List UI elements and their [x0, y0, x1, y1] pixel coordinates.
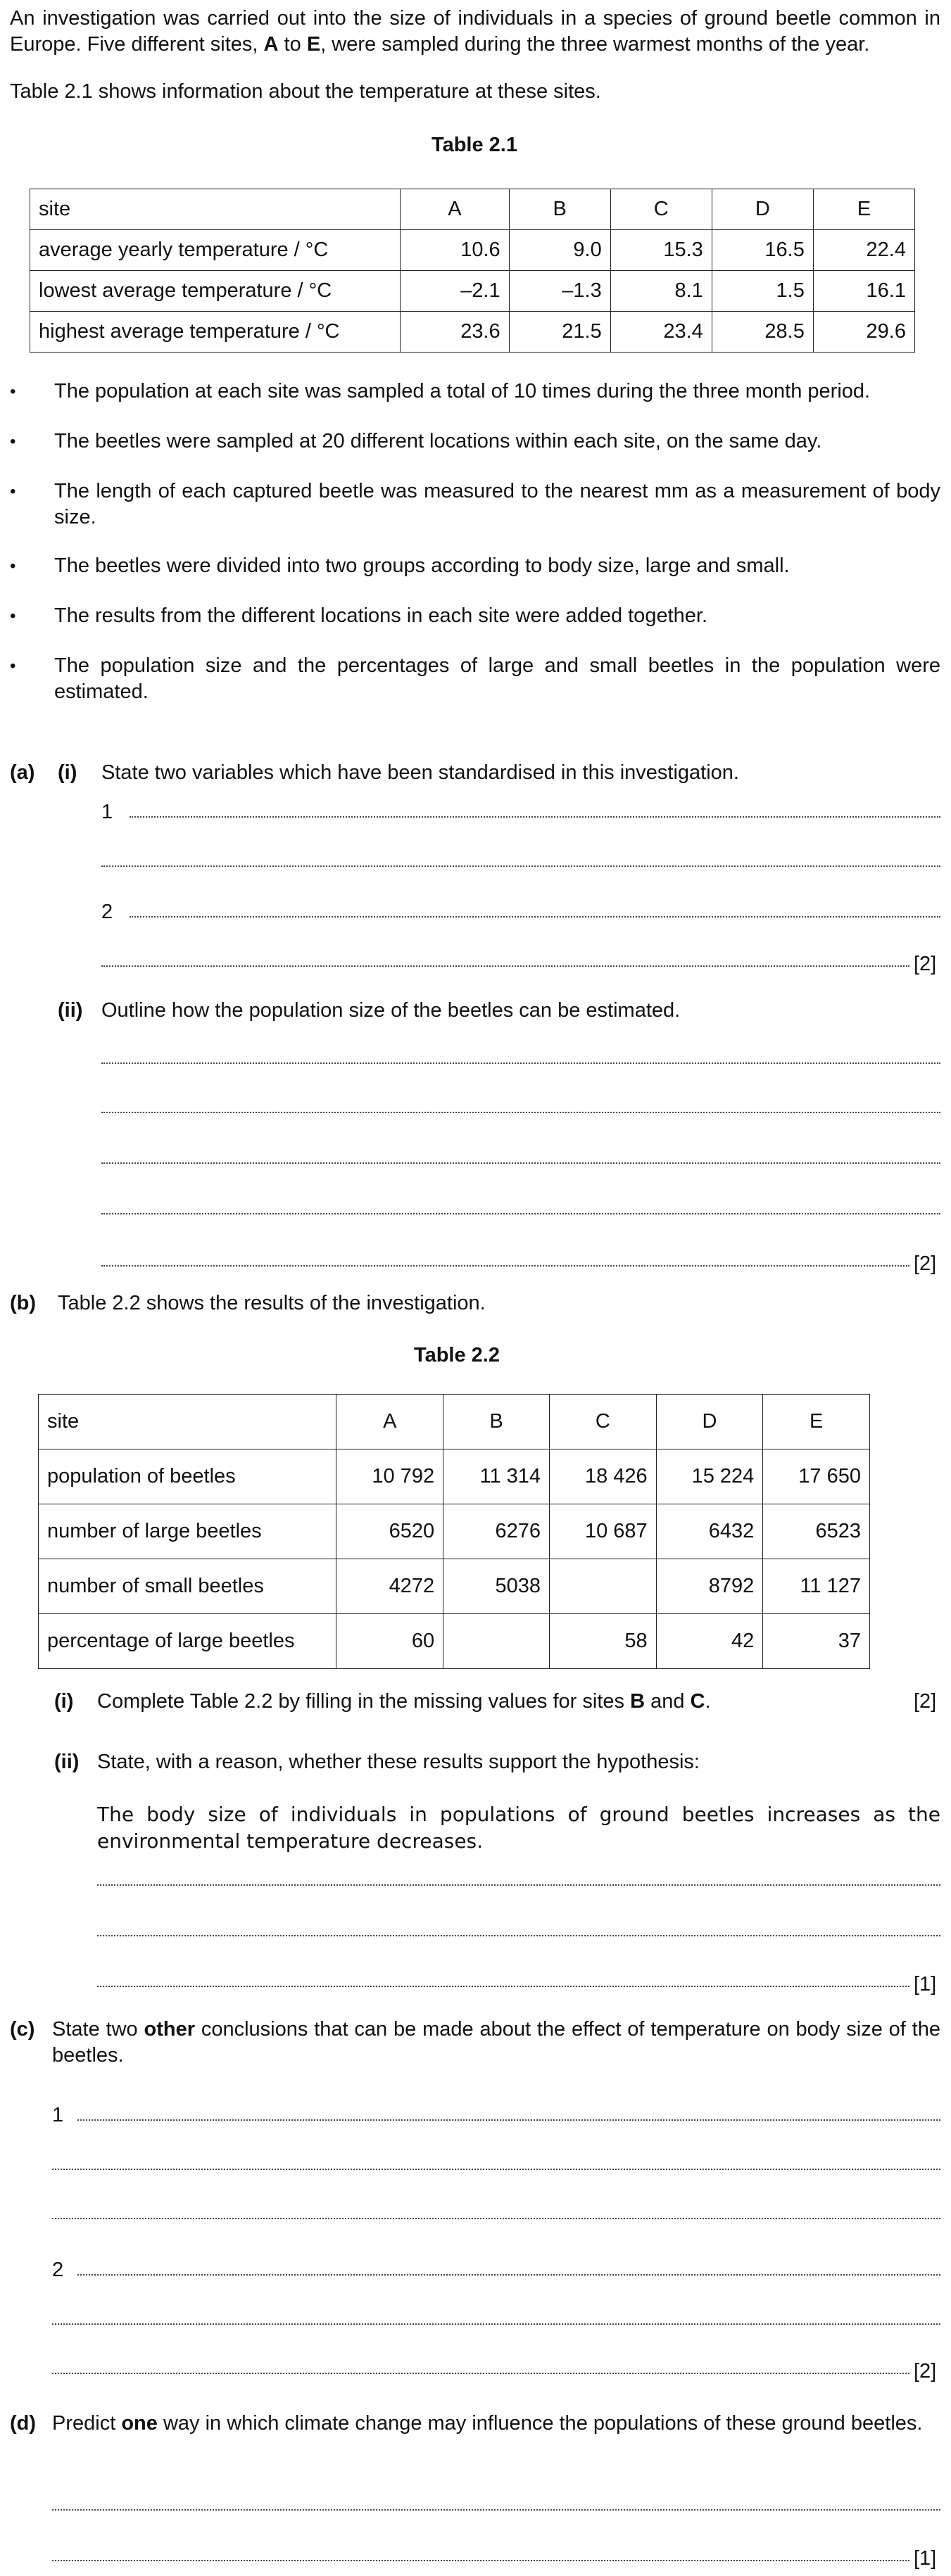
table-cell: –1.3 — [509, 271, 610, 312]
table-cell: 16.5 — [712, 230, 813, 271]
row-label: lowest average temperature / °C — [30, 271, 401, 312]
table-cell: 22.4 — [813, 230, 914, 271]
question-c-text: State two other conclusions that can be made about the effect of temperature on body size of the beetles. — [52, 2018, 940, 2067]
answer-line[interactable] — [101, 864, 940, 867]
answer-line[interactable] — [97, 1934, 940, 1936]
table-cell[interactable] — [550, 1559, 657, 1614]
answer-line[interactable] — [130, 815, 940, 818]
table-cell: 60 — [336, 1614, 443, 1669]
bullet-icon: • — [10, 656, 16, 675]
question-a-i-label: (i) — [58, 761, 77, 784]
table-cell: 4272 — [336, 1559, 443, 1614]
table-cell: 23.6 — [401, 312, 509, 353]
marks-b-ii: [1] — [914, 1973, 937, 1996]
table-cell: 10 687 — [550, 1504, 657, 1559]
table-cell[interactable] — [443, 1614, 550, 1669]
row-label: average yearly temperature / °C — [30, 230, 401, 271]
bullet-icon: • — [10, 607, 16, 626]
bullet-item — [10, 429, 940, 455]
answer-line[interactable] — [97, 1984, 909, 1987]
table-cell: 6523 — [763, 1504, 870, 1559]
question-c-label: (c) — [10, 2018, 35, 2041]
question-b-label: (b) — [10, 1292, 37, 1314]
table-cell: –2.1 — [401, 271, 509, 312]
answer-line[interactable] — [52, 2508, 940, 2511]
row-label: number of large beetles — [39, 1504, 336, 1559]
answer-line[interactable] — [77, 2118, 940, 2121]
answer-line[interactable] — [101, 1161, 940, 1164]
bullet-item — [10, 603, 940, 629]
table-header-site: site — [30, 189, 401, 230]
answer-line[interactable] — [52, 2322, 940, 2325]
table-2-1 — [30, 189, 915, 353]
table-cell: 16.1 — [813, 271, 914, 312]
row-label: highest average temperature / °C — [30, 312, 401, 353]
question-a-ii-text: Outline how the population size of the beetles can be estimated. — [101, 999, 681, 1022]
table-cell: 58 — [550, 1614, 657, 1669]
table-2-2-header-row — [39, 1395, 870, 1449]
answer-line[interactable] — [130, 915, 940, 918]
answer-line[interactable] — [101, 1110, 940, 1113]
table-cell: 42 — [656, 1614, 763, 1669]
table-header-cell: D — [656, 1395, 763, 1449]
marks-c: [2] — [914, 2360, 937, 2383]
table-header-cell: B — [509, 189, 610, 230]
question-b-i-text: Complete Table 2.2 by filling in the missing values for sites B and C. — [97, 1690, 711, 1713]
bullet-icon: • — [10, 482, 16, 501]
answer-line[interactable] — [101, 1264, 909, 1267]
table-2-2-row — [39, 1449, 870, 1504]
bullet-text: The beetles were sampled at 20 different locations within each site, on the same day. — [54, 430, 822, 452]
marks-a-i: [2] — [914, 953, 937, 975]
table-cell: 5038 — [443, 1559, 550, 1614]
table-cell: 11 314 — [443, 1449, 550, 1504]
table-header-cell: E — [813, 189, 914, 230]
table-2-1-header-row — [30, 189, 915, 230]
bullet-item — [10, 478, 940, 531]
table-cell: 10 792 — [336, 1449, 443, 1504]
row-label: number of small beetles — [39, 1559, 336, 1614]
table-cell: 6276 — [443, 1504, 550, 1559]
table-cell: 37 — [763, 1614, 870, 1669]
table-2-1-row — [30, 230, 915, 271]
table-2-2-row — [39, 1559, 870, 1614]
answer-number-2: 2 — [52, 2259, 64, 2281]
bullet-text: The results from the different locations in each site were added together. — [54, 604, 707, 627]
answer-number-2: 2 — [101, 901, 113, 923]
table-cell: 23.4 — [610, 312, 712, 353]
table-cell: 28.5 — [712, 312, 813, 353]
table-header-cell: A — [401, 189, 509, 230]
marks-a-ii: [2] — [914, 1252, 937, 1275]
table-header-cell: E — [763, 1395, 870, 1449]
answer-number-1: 1 — [101, 801, 113, 823]
table-cell: 15.3 — [610, 230, 712, 271]
answer-line[interactable] — [97, 1883, 940, 1886]
bullet-text: The length of each captured beetle was measured to the nearest mm as a measurement of body size. — [54, 480, 940, 528]
table-cell: 10.6 — [401, 230, 509, 271]
table-cell: 9.0 — [509, 230, 610, 271]
bullet-item — [10, 553, 940, 579]
bullet-text: The beetles were divided into two groups according to body size, large and small. — [54, 554, 790, 577]
question-b-ii-text: State, with a reason, whether these results support the hypothesis: — [97, 1751, 700, 1773]
bullet-item — [10, 653, 940, 705]
table-2-2-caption: Table 2.2 — [414, 1344, 500, 1366]
bullet-text: The population size and the percentages of large and small beetles in the population were estimated. — [54, 654, 940, 703]
table-2-2-row — [39, 1504, 870, 1559]
bullet-text: The population at each site was sampled a total of 10 times during the three month period. — [54, 380, 871, 402]
answer-number-1: 1 — [52, 2104, 64, 2126]
intro-paragraph: An investigation was carried out into the size of individuals in a species of ground beetle common in Europe. Five different sites, A to E, were sampled during the three warmest months of the year. — [10, 7, 940, 56]
table-2-1-caption: Table 2.1 — [432, 134, 517, 156]
table-2-1-row — [30, 271, 915, 312]
answer-line[interactable] — [77, 2273, 940, 2276]
question-d-label: (d) — [10, 2412, 37, 2435]
bullet-icon: • — [10, 557, 16, 576]
question-b-i-label: (i) — [54, 1690, 74, 1713]
bullet-icon: • — [10, 382, 16, 401]
answer-line[interactable] — [101, 1212, 940, 1214]
answer-line[interactable] — [52, 2558, 909, 2561]
table-2-2 — [38, 1394, 870, 1669]
answer-line[interactable] — [101, 964, 909, 967]
question-b-text: Table 2.2 shows the results of the investigation. — [58, 1292, 486, 1314]
table-cell: 18 426 — [550, 1449, 657, 1504]
bullet-icon: • — [10, 432, 16, 451]
table-intro: Table 2.1 shows information about the temperature at these sites. — [10, 80, 601, 103]
answer-line[interactable] — [52, 2167, 940, 2170]
table-cell: 21.5 — [509, 312, 610, 353]
table-cell: 1.5 — [712, 271, 813, 312]
table-header-cell: C — [610, 189, 712, 230]
table-cell: 6432 — [656, 1504, 763, 1559]
table-cell: 8.1 — [610, 271, 712, 312]
marks-d: [1] — [914, 2547, 937, 2570]
answer-line[interactable] — [101, 1061, 940, 1064]
table-header-cell: B — [443, 1395, 550, 1449]
table-cell: 6520 — [336, 1504, 443, 1559]
table-cell: 8792 — [656, 1559, 763, 1614]
answer-line[interactable] — [52, 2216, 940, 2219]
question-b-ii-label: (ii) — [54, 1751, 80, 1773]
question-d-text: Predict one way in which climate change may influence the populations of these ground beetles. — [52, 2412, 923, 2435]
question-a-i-text: State two variables which have been standardised in this investigation. — [101, 761, 739, 784]
row-label: percentage of large beetles — [39, 1614, 336, 1669]
table-header-cell: A — [336, 1395, 443, 1449]
hypothesis-text: The body size of individuals in populations of ground beetles increases as the environmental temperature decreases. — [97, 1803, 940, 1853]
table-2-2-row — [39, 1614, 870, 1669]
table-cell: 11 127 — [763, 1559, 870, 1614]
table-header-cell: D — [712, 189, 813, 230]
question-a-ii-label: (ii) — [58, 999, 83, 1022]
marks-b-i: [2] — [914, 1690, 937, 1713]
question-a-label: (a) — [10, 761, 35, 784]
table-header-cell: C — [550, 1395, 657, 1449]
table-cell: 15 224 — [656, 1449, 763, 1504]
bullet-item — [10, 379, 940, 405]
answer-line[interactable] — [52, 2371, 909, 2374]
table-cell: 17 650 — [763, 1449, 870, 1504]
row-label: population of beetles — [39, 1449, 336, 1504]
table-header-site: site — [39, 1395, 336, 1449]
table-2-1-row — [30, 312, 915, 353]
table-cell: 29.6 — [813, 312, 914, 353]
